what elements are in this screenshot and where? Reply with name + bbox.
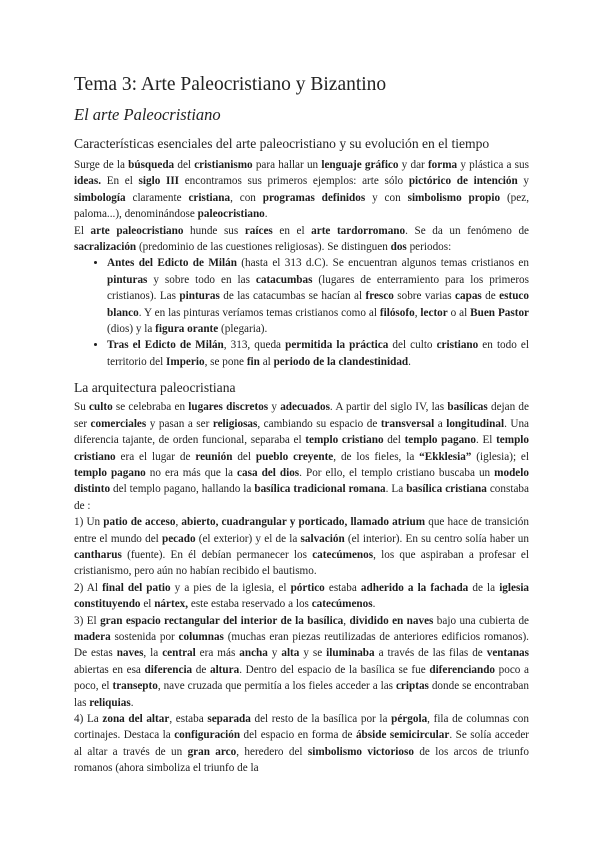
list-item-tras-edicto: • Tras el Edicto de Milán, 313, queda permitida la práctica del culto cristiano en todo el territorio del Imperio, se pone fin al periodo de la clandestinidad. [107,337,529,370]
paragraph-raices: El arte paleocristiano hunde sus raíces en el arte tardorromano. Se da un fenómeno de sacralización (predominio de las cuestiones religiosas). Se distinguen dos periodos: [74,224,530,254]
section-heading-arte-paleocristiano: El arte Paleocristiano [74,105,221,124]
list-item-antes-edicto: • Antes del Edicto de Milán (hasta el 313 d.C). Se encuentran algunos temas cristianos en pinturas y sobre todo en las catacumbas (lugares de enterramiento para los primeros cristianos). Las pinturas de las catacumbas se hacían al fresco sobre varias capas de estuco blanco. Y en las pinturas veríamos temas cristianos como al filósofo, lector o al Buen Pastor (dios) y la figura orante (plegaria). [107,255,529,337]
paragraph-patio: 1) Un patio de acceso, abierto, cuadrangular y porticado, llamado atrium que hace de transición entre el mundo del pecado (el exterior) y el de la salvación (el interior). En su centro solía haber un cantharus (fuente). En él debían permanecer los catecúmenos, los que aspiraban a profesar el cristianismo, pero aún no habían recibido el bautismo. [74,516,529,578]
paragraph-culto: Su culto se celebraba en lugares discretos y adecuados. A partir del siglo IV, las basílicas dejan de ser comerciales y pasan a ser religiosas, cambiando su espacio de transversal a longitudinal. Una diferencia tajante, de orden funcional, separaba el templo cristiano del templo pagano. El templo cristiano era el lugar de reunión del pueblo creyente, de los fieles, la “Ekklesia” (iglesia); el templo pagano no era más que la casa del dios. Por ello, el templo cristiano buscaba un modelo distinto del templo pagano, hallando la basílica tradicional romana. La basílica cristiana constaba de : [74,401,530,512]
paragraph-portico: 2) Al final del patio y a pies de la iglesia, el pórtico estaba adherido a la fachada de la iglesia constituyendo el nártex, este estaba reservado a los catecúmenos. [74,581,530,611]
periods-list [74,255,529,370]
paragraph-espacio-rectangular: 3) El gran espacio rectangular del interior de la basílica, dividido en naves bajo una cubierta de madera sostenida por columnas (muchas eran piezas reutilizadas de anteriores edificios romanos). De estas naves, la central era más ancha y alta y se iluminaba a través de las filas de ventanas abiertas en esa diferencia de altura. Dentro del espacio de la basílica se fue diferenciando poco a poco, el transepto, nave cruzada que permitía a los fieles acceder a las criptas donde se encontraban las reliquias. [74,614,529,709]
page-title: Tema 3: Arte Paleocristiano y Bizantino [74,74,387,95]
paragraph-intro: Surge de la búsqueda del cristianismo para hallar un lenguaje gráfico y dar forma y plástica a sus ideas. En el siglo III encontramos sus primeros ejemplos: arte sólo pictórico de intención y simbología claramente cristiana, con programas definidos y con simbolismo propio (pez, paloma...), denominándose paleocristiano. [74,159,529,221]
section-heading-arquitectura: La arquitectura paleocristiana [74,380,236,396]
subsection-heading-caracteristicas: Características esenciales del arte paleocristiano y su evolución en el tiempo [74,136,490,151]
paragraph-zona-altar: 4) La zona del altar, estaba separada del resto de la basílica por la pérgola, fila de columnas con cortinajes. Destaca la configuración del espacio en forma de ábside semicircular. Se solía acceder al altar a través de un gran arco, heredero del simbolismo victorioso de los arcos de triunfo romanos (ahora simboliza el triunfo de la [74,713,530,775]
document-page [74,72,529,777]
